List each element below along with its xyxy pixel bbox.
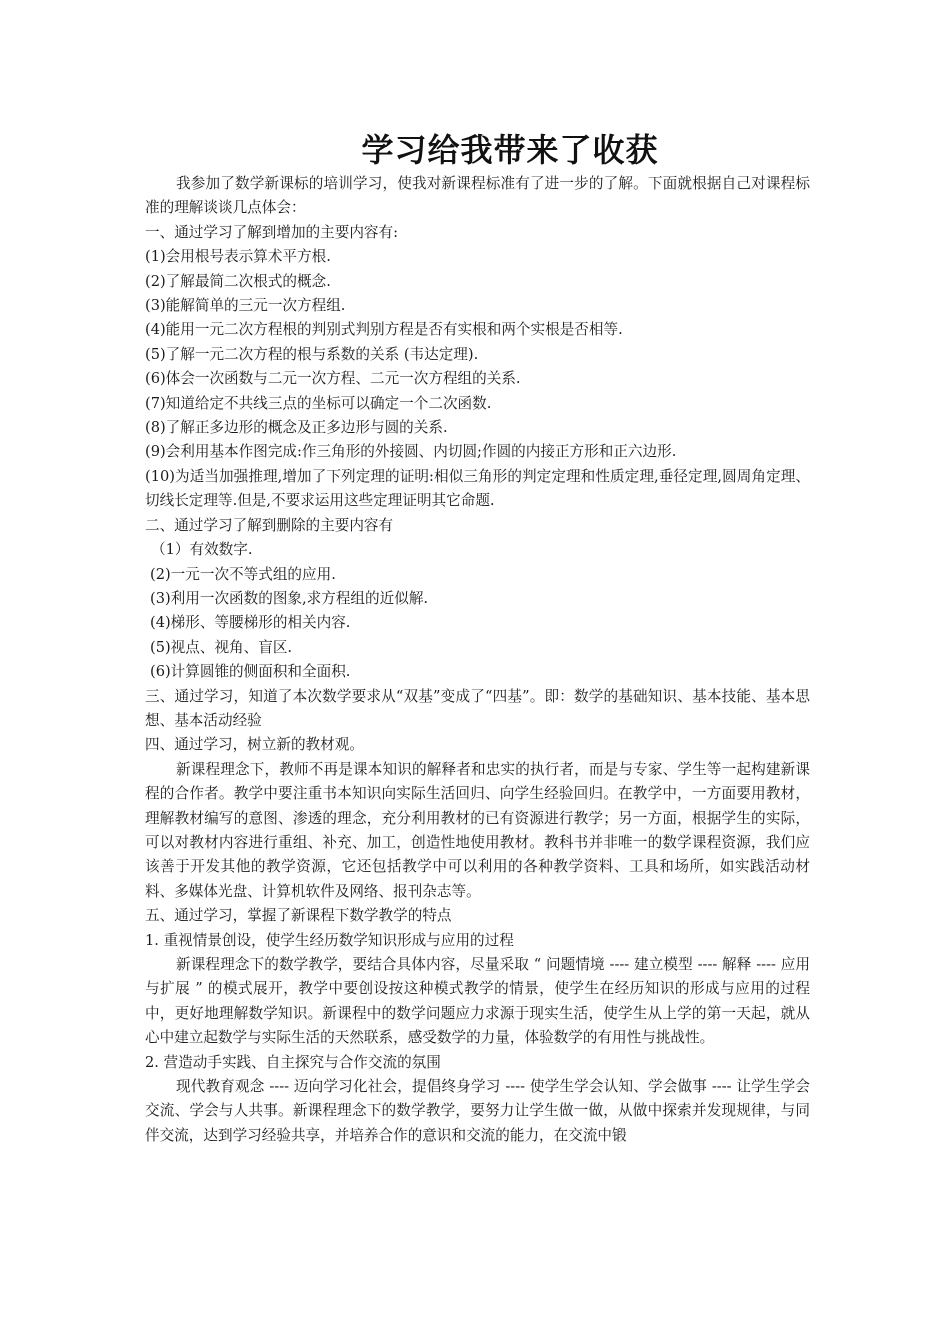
list-item: （1）有效数字.	[151, 541, 253, 559]
list-item: (8)了解正多边形的概念及正多边形与圆的关系.	[145, 419, 448, 437]
intro-paragraph: 我参加了数学新课标的培训学习，使我对新课程标准有了进一步的了解。下面就根据自己对课程标准的理解谈谈几点体会：	[145, 175, 810, 217]
list-item: (10)为适当加强推理,增加了下列定理的证明:相似三角形的判定定理和性质定理,垂径定理,圆周角定理、切线长定理等.但是,不要求运用这些定理证明其它命题.	[145, 467, 810, 510]
section-teaching-features	[145, 904, 810, 1148]
list-item: (4)梯形、等腰梯形的相关内容.	[150, 614, 351, 632]
list-item: (3)利用一次函数的图象,求方程组的近似解.	[150, 589, 429, 607]
list-item: (1)会用根号表示算术平方根.	[145, 248, 331, 266]
list-item: (4)能用一元二次方程根的判别式判别方程是否有实根和两个实根是否相等.	[145, 321, 623, 339]
section-paragraph: 现代教育观念 ---- 迈向学习化社会，提倡终身学习 ---- 使学生学会认知、学会做事 ---- 让学生学会交流、学会与人共事。新课程理念下的数学教学，要努力让学生做一做，从做中探索并发现规律，与同伴交流，达到学习经验共享，并培养合作的意识和交流的能力，在交流中锻	[145, 1078, 810, 1144]
section-heading: 一、通过学习了解到增加的主要内容有:	[145, 223, 399, 241]
list-item: (3)能解简单的三元一次方程组.	[145, 297, 346, 315]
section-heading: 五、通过学习，掌握了新课程下数学教学的特点	[145, 907, 452, 925]
section-heading: 四、通过学习，树立新的教材观。	[145, 736, 364, 754]
list-item: (2)了解最简二次根式的概念.	[145, 272, 331, 290]
subsection-heading: 2. 营造动手实践、自主探究与合作交流的氛围	[145, 1053, 441, 1071]
document-title: 学习给我带来了收获	[361, 131, 659, 169]
list-item: (5)视点、视角、盲区.	[150, 638, 293, 656]
list-item: (6)体会一次函数与二元一次方程、二元一次方程组的关系.	[145, 370, 521, 388]
section-paragraph: 新课程理念下的数学教学，要结合具体内容，尽量采取 “ 问题情境 ---- 建立模型 ---- 解释 ---- 应用与扩展 ” 的模式展开，教学中要创设按这种模式教学的情景，使学生在经历知识的形成与应用的过程中，更好地理解数学知识。新课程中的数学问题应力求源于现实生活，使学生从上学的第一天起，就从心中建立起数学与实际生活的天然联系，感受数学的力量，体验数学的有用性与挑战性。	[145, 956, 810, 1047]
section-heading: 二、通过学习了解到删除的主要内容有	[145, 516, 394, 534]
section-four-basics: 三、通过学习，知道了本次数学要求从“双基”变成了“四基”。即：数学的基础知识、基本技能、基本思想、基本活动经验	[145, 687, 810, 729]
subsection-heading: 1. 重视情景创设，使学生经历数学知识形成与应用的过程	[145, 931, 514, 949]
section-textbook-view	[145, 733, 810, 904]
list-item: (7)知道给定不共线三点的坐标可以确定一个二次函数.	[145, 394, 492, 412]
section-paragraph: 新课程理念下，教师不再是课本知识的解释者和忠实的执行者，而是与专家、学生等一起构建新课程的合作者。教学中要注重书本知识向实际生活回归、向学生经验回归。在教学中，一方面要用教材，理解教材编写的意图、渗透的理念，充分利用教材的已有资源进行教学；另一方面，根据学生的实际，可以对教材内容进行重组、补充、加工，创造性地使用教材。教科书并非唯一的数学课程资源，我们应该善于开发其他的教学资源，它还包括教学中可以利用的各种教学资料、工具和场所，如实践活动材料、多媒体光盘、计算机软件及网络、报刊杂志等。	[145, 760, 810, 900]
section-removed-content	[145, 514, 810, 685]
list-item: (6)计算圆锥的侧面积和全面积.	[150, 663, 351, 681]
list-item: (9)会利用基本作图完成:作三角形的外接圆、内切圆;作圆的内接正方形和正六边形.	[145, 443, 677, 461]
section-added-content	[145, 221, 810, 514]
list-item: (2)一元一次不等式组的应用.	[150, 565, 336, 583]
list-item: (5)了解一元二次方程的根与系数的关系 (韦达定理).	[145, 345, 479, 363]
document-body	[145, 128, 810, 1148]
